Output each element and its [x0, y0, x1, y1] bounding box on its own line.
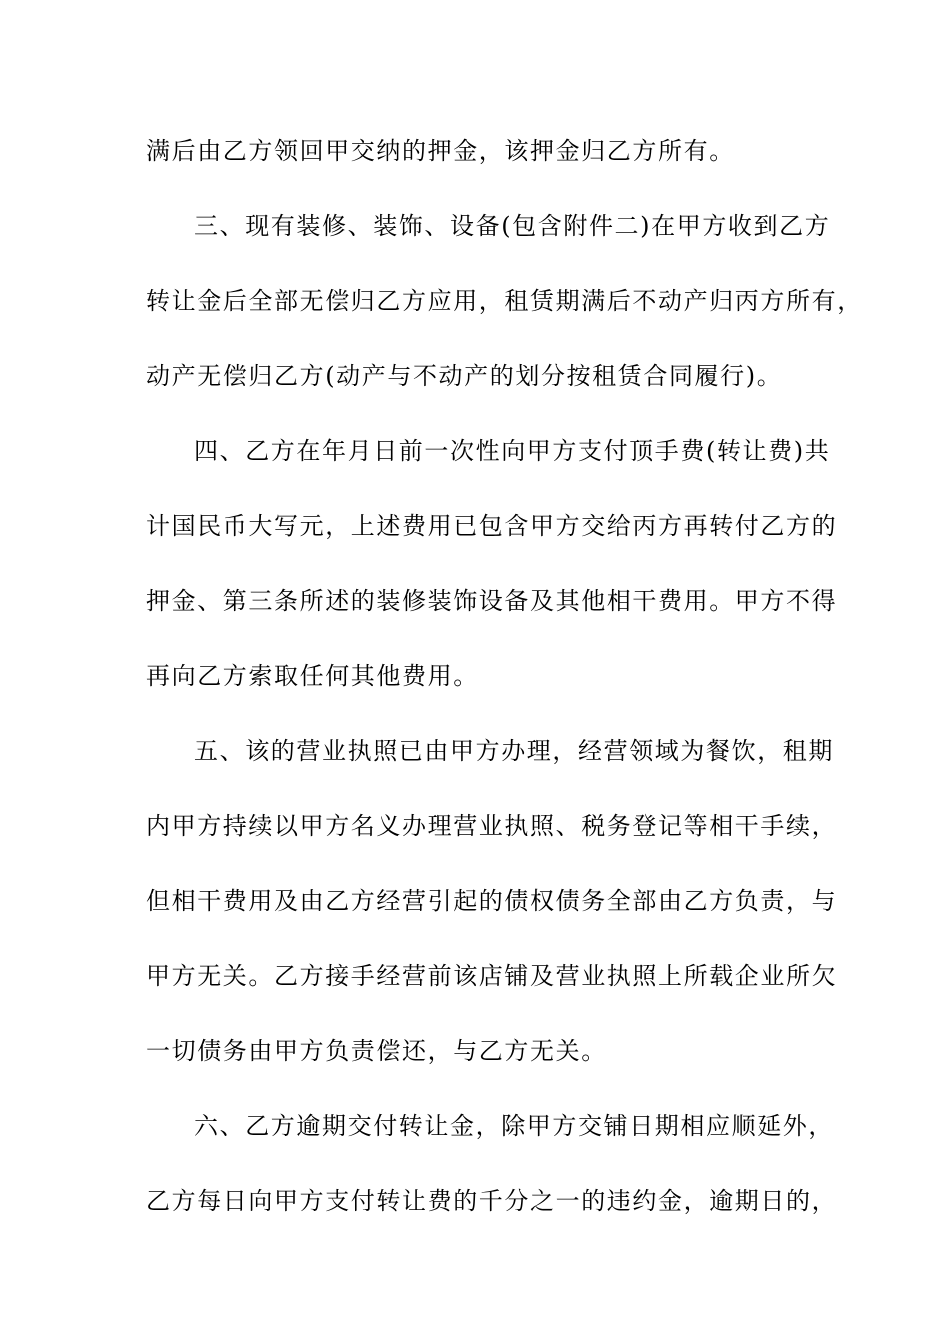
text-line: 一切债务由甲方负责偿还，与乙方无关。 [146, 1037, 607, 1065]
text-line: 六、乙方逾期交付转让金，除甲方交铺日期相应顺延外， [194, 1112, 834, 1140]
text-line: 满后由乙方领回甲交纳的押金，该押金归乙方所有。 [146, 137, 735, 165]
text-line: 三、现有装修、装饰、设备(包含附件二)在甲方收到乙方 [194, 212, 831, 240]
text-line: 动产无偿归乙方(动产与不动产的划分按租赁合同履行)。 [146, 362, 783, 390]
text-line: 转让金后全部无偿归乙方应用，租赁期满后不动产归丙方所有， [146, 287, 863, 315]
text-line: 内甲方持续以甲方名义办理营业执照、税务登记等相干手续， [146, 812, 838, 840]
text-line: 押金、第三条所述的装修装饰设备及其他相干费用。甲方不得 [146, 587, 838, 615]
text-line: 再向乙方索取任何其他费用。 [146, 662, 479, 690]
text-line: 四、乙方在年月日前一次性向甲方支付顶手费(转让费)共 [194, 437, 831, 465]
text-line: 但相干费用及由乙方经营引起的债权债务全部由乙方负责，与 [146, 887, 838, 915]
text-line: 五、该的营业执照已由甲方办理，经营领域为餐饮，租期 [194, 737, 834, 765]
text-line: 计国民币大写元，上述费用已包含甲方交给丙方再转付乙方的 [146, 512, 838, 540]
text-line: 甲方无关。乙方接手经营前该店铺及营业执照上所载企业所欠 [146, 962, 838, 990]
text-line: 乙方每日向甲方支付转让费的千分之一的违约金，逾期日的， [146, 1187, 838, 1215]
